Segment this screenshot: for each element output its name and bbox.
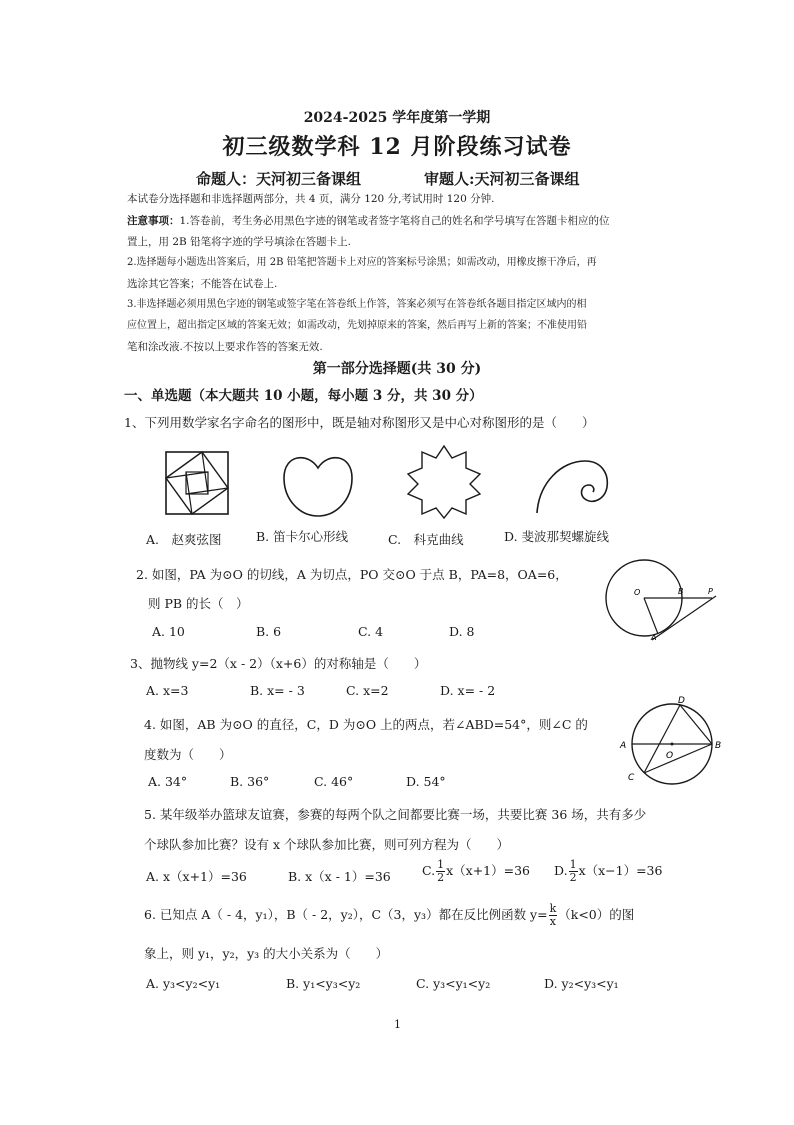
q6-stem-2: 象上，则 y₁，y₂，y₃ 的大小关系为（ ） [144,946,389,961]
q3-option-d: D. x= - 2 [440,683,496,698]
q2-label-p: P [708,587,713,596]
q2-option-b: B. 6 [256,624,282,639]
q4-circle-figure [614,694,726,788]
note-1b: 置上，用 2B 铅笔将字迹的学号填涂在答题卡上. [127,236,351,248]
q1-option-d: D. 斐波那契螺旋线 [504,529,610,544]
notes-label: 注意事项： [127,215,180,227]
q6-option-d: D. y₂<y₃<y₁ [544,976,619,991]
q5-stem-1: 5. 某年级举办篮球友谊赛，参赛的每两个队之间都要比赛一场，共要比赛 36 场，共有多少 [144,807,647,822]
note-3a: 3.非选择题必须用黑色字迹的钢笔或签字笔在答卷纸上作答，答案必须写在答卷纸各题目指定区域内的相 [127,299,587,310]
q2-label-b: B [678,587,684,596]
q6-k-fraction: $\frac{k}{x}$ [549,902,557,928]
q2-option-d: D. 8 [449,624,475,639]
q6-option-c: C. y₃<y₁<y₂ [416,976,491,991]
q5-option-b: B. x（x - 1）=36 [288,869,391,884]
q1-option-b: B. 笛卡尔心形线 [256,529,349,544]
part1-title: 第一部分选择题(共 30 分) [312,361,482,377]
q5-option-a: A. x（x+1）=36 [146,869,247,884]
q3-option-b: B. x= - 3 [250,683,305,698]
q4-stem-1: 4. 如图，AB 为⊙O 的直径，C，D 为⊙O 上的两点，若∠ABD=54°，则∠C 的 [144,717,588,732]
q4-label-d: D [678,696,685,706]
q4-option-d: D. 54° [406,774,446,789]
author-line: 命题人：天河初三备课组 [196,170,362,188]
q4-option-b: B. 36° [230,774,270,789]
q3-stem: 3、抛物线 y=2（x - 2）（x+6）的对称轴是（ ） [130,656,427,671]
note-3b: 应位置上，超出指定区域的答案无效；如需改动，先划掉原来的答案，然后再写上新的答案；不准使用铅 [127,320,587,331]
note-3c: 笔和涂改液.不按以上要求作答的答案无效. [127,341,323,353]
q6-option-a: A. y₃<y₂<y₁ [146,976,221,991]
q4-label-a: A [620,741,627,751]
q5-option-c: C. $\frac{1}{2}$ x（x+1）=36 [422,858,530,884]
q2-stem-1: 2. 如图，PA 为⊙O 的切线，A 为切点，PO 交⊙O 于点 B，PA=8，OA=6， [136,567,568,582]
q1-option-c: C. 科克曲线 [388,532,464,547]
intro-line: 本试卷分选择题和非选择题两部分，共 4 页，满分 120 分,考试用时 120 分钟. [127,193,495,205]
note-2a: 2.选择题每小题选出答案后，用 2B 铅笔把答题卡上对应的答案标号涂黑；如需改动，用橡皮擦干净后，再 [127,257,597,268]
note-1a: 注意事项：1.答卷前，考生务必用黑色字迹的钢笔或者签字笔将自己的姓名和学号填写在答题卡相应的位 [127,215,610,227]
zhao-shuang-figure [160,448,232,520]
q4-option-a: A. 34° [148,774,188,789]
page-number: 1 [394,1018,401,1031]
q2-label-o: O [634,588,641,597]
exam-title: 初三级数学科 12 月阶段练习试卷 [222,134,572,160]
q4-option-c: C. 46° [314,774,354,789]
q5-stem-2: 个球队参加比赛？设有 x 个球队参加比赛，则可列方程为（ ） [144,837,509,852]
section-heading: 一、单选题（本大题共 10 小题，每小题 3 分，共 30 分） [124,388,483,404]
q4-label-c: C [628,773,635,783]
fibonacci-spiral-figure [533,455,611,517]
q1-stem: 1、下列用数学家名字命名的图形中，既是轴对称图形又是中心对称图形的是（ ） [124,415,595,430]
note-2b: 选涂其它答案；不能答在试卷上. [127,278,278,290]
q2-label-a: A [651,633,657,642]
q5-option-d: D. $\frac{1}{2}$ x（x−1）=36 [554,858,663,884]
q1-option-a: A. 赵爽弦图 [146,532,222,547]
term-heading: 2024-2025 学年度第一学期 [303,110,491,126]
q2-option-c: C. 4 [358,624,384,639]
q6-option-b: B. y₁<y₃<y₂ [286,976,361,991]
q6-stem-1: 6. 已知点 A（ - 4，y₁），B（ - 2，y₂），C（3，y₃）都在反比例函数 y= $\frac{k}{x}$ （k<0）的图 [144,902,635,928]
q5-c-fraction: $\frac{1}{2}$ [437,858,445,884]
q3-option-c: C. x=2 [346,683,389,698]
q3-option-a: A. x=3 [146,683,189,698]
koch-curve-figure [404,442,484,520]
cardioid-figure [280,450,356,520]
reviewer-line: 审题人:天河初三备课组 [424,170,580,188]
q2-stem-2: 则 PB 的长（ ） [148,596,249,611]
q5-d-fraction: $\frac{1}{2}$ [569,858,577,884]
q4-label-o: O [666,751,674,761]
q4-stem-2: 度数为（ ） [144,747,232,762]
q2-option-a: A. 10 [152,624,185,639]
q4-label-b: B [715,741,722,751]
q2-tangent-figure [596,556,722,642]
